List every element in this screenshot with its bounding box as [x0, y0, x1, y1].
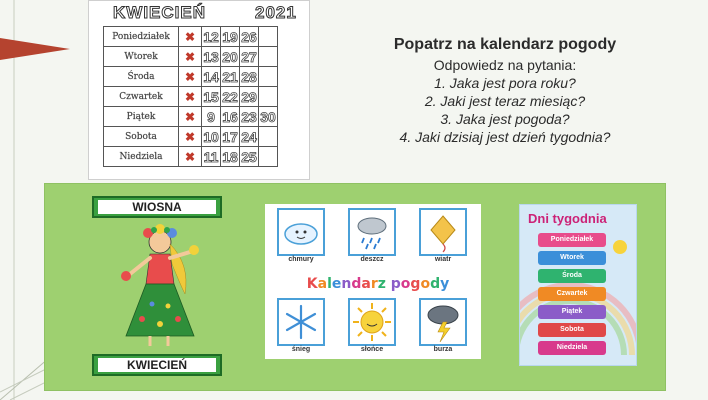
spring-girl-illustration	[110, 224, 210, 349]
day-of-week-pill: Niedziela	[538, 341, 606, 355]
storm-tile	[419, 298, 467, 346]
cross-mark-icon: ✖	[179, 147, 202, 167]
storm-label: burza	[433, 346, 453, 353]
calendar-date	[259, 87, 278, 107]
cross-mark-icon: ✖	[179, 47, 202, 67]
weather-calendar-title: Kalendarz pogody	[306, 276, 450, 292]
calendar-grid	[103, 26, 278, 167]
day-of-week-pill: Sobota	[538, 323, 606, 337]
calendar-date: 23	[241, 108, 257, 125]
season-label-box	[92, 196, 222, 218]
calendar-day-name: Środa	[104, 67, 179, 87]
wind-icon	[421, 210, 465, 254]
calendar-date: 24	[241, 128, 257, 145]
day-of-week-pill: Poniedziałek	[538, 233, 606, 247]
calendar-row	[104, 47, 278, 67]
april-calendar	[88, 0, 310, 180]
day-of-week-pill: Wtorek	[538, 251, 606, 265]
calendar-row	[104, 127, 278, 147]
rain-tile	[348, 208, 396, 256]
sun-label: słońce	[360, 346, 384, 353]
calendar-date: 13	[203, 48, 219, 65]
snow-label: śnieg	[291, 346, 311, 353]
wind-label: wiatr	[434, 256, 452, 263]
calendar-date: 18	[222, 148, 238, 165]
red-arrow-decoration	[0, 38, 70, 60]
wind-tile	[419, 208, 467, 256]
calendar-day-name: Poniedziałek	[104, 27, 179, 47]
calendar-date: 10	[203, 128, 219, 145]
calendar-day-name: Piątek	[104, 107, 179, 127]
questions-title: Popatrz na kalendarz pogody	[393, 36, 617, 53]
calendar-row	[104, 27, 278, 47]
rain-icon	[350, 210, 394, 254]
season-card	[92, 196, 222, 381]
calendar-day-name: Sobota	[104, 127, 179, 147]
snow-tile	[277, 298, 325, 346]
question-2: 2. Jaki jest teraz miesiąc?	[424, 93, 586, 109]
questions-block	[340, 36, 670, 146]
calendar-date: 20	[222, 48, 238, 65]
sun-icon	[350, 300, 394, 344]
calendar-day-name: Czwartek	[104, 87, 179, 107]
calendar-date: 9	[202, 107, 221, 127]
pictures-panel	[44, 183, 666, 391]
calendar-date: 25	[241, 148, 257, 165]
month-label: KWIECIEŃ	[98, 358, 216, 372]
calendar-date: 16	[222, 108, 238, 125]
sun-tile	[348, 298, 396, 346]
calendar-row	[104, 147, 278, 167]
cross-mark-icon: ✖	[179, 27, 202, 47]
days-of-week-card	[519, 204, 637, 366]
questions-subtitle: Odpowiedz na pytania:	[433, 57, 577, 73]
calendar-date: 28	[241, 68, 257, 85]
cloud-label: chmury	[288, 256, 314, 263]
question-4: 4. Jaki dzisiaj jest dzień tygodnia?	[399, 129, 611, 145]
rain-label: deszcz	[360, 256, 384, 263]
month-label-box	[92, 354, 222, 376]
cloud-icon	[279, 210, 323, 254]
calendar-month: KWIECIEŃ	[113, 3, 206, 22]
calendar-row	[104, 87, 278, 107]
weather-calendar-card	[265, 204, 481, 359]
question-1: 1. Jaka jest pora roku?	[434, 75, 576, 91]
season-label: WIOSNA	[98, 200, 216, 214]
day-of-week-pill: Środa	[538, 269, 606, 283]
cross-mark-icon: ✖	[179, 127, 202, 147]
calendar-date: 21	[222, 68, 238, 85]
cloud-tile	[277, 208, 325, 256]
calendar-row	[104, 67, 278, 87]
calendar-header	[89, 1, 309, 23]
calendar-date: 26	[241, 28, 257, 45]
calendar-date: 14	[203, 68, 219, 85]
question-3: 3. Jaka jest pogoda?	[440, 111, 570, 127]
calendar-date	[259, 67, 278, 87]
calendar-date	[259, 127, 278, 147]
calendar-day-name: Niedziela	[104, 147, 179, 167]
calendar-date: 27	[241, 48, 257, 65]
calendar-date: 30	[260, 108, 276, 125]
storm-icon	[421, 300, 465, 344]
calendar-date: 22	[222, 88, 238, 105]
day-of-week-pill: Piątek	[538, 305, 606, 319]
days-title: Dni tygodnia	[528, 211, 607, 226]
calendar-date	[259, 27, 278, 47]
calendar-row	[104, 107, 278, 127]
calendar-date: 17	[222, 128, 238, 145]
snowflake-icon	[279, 300, 323, 344]
calendar-date: 12	[203, 28, 219, 45]
calendar-year: 2021	[255, 3, 297, 22]
calendar-date: 15	[203, 88, 219, 105]
day-of-week-pill: Czwartek	[538, 287, 606, 301]
calendar-date: 11	[202, 147, 221, 167]
cross-mark-icon: ✖	[179, 67, 202, 87]
calendar-day-name: Wtorek	[104, 47, 179, 67]
cross-mark-icon: ✖	[179, 107, 202, 127]
cross-mark-icon: ✖	[179, 87, 202, 107]
calendar-date: 19	[222, 28, 238, 45]
calendar-date	[259, 47, 278, 67]
calendar-date: 29	[241, 88, 257, 105]
calendar-date	[259, 147, 278, 167]
